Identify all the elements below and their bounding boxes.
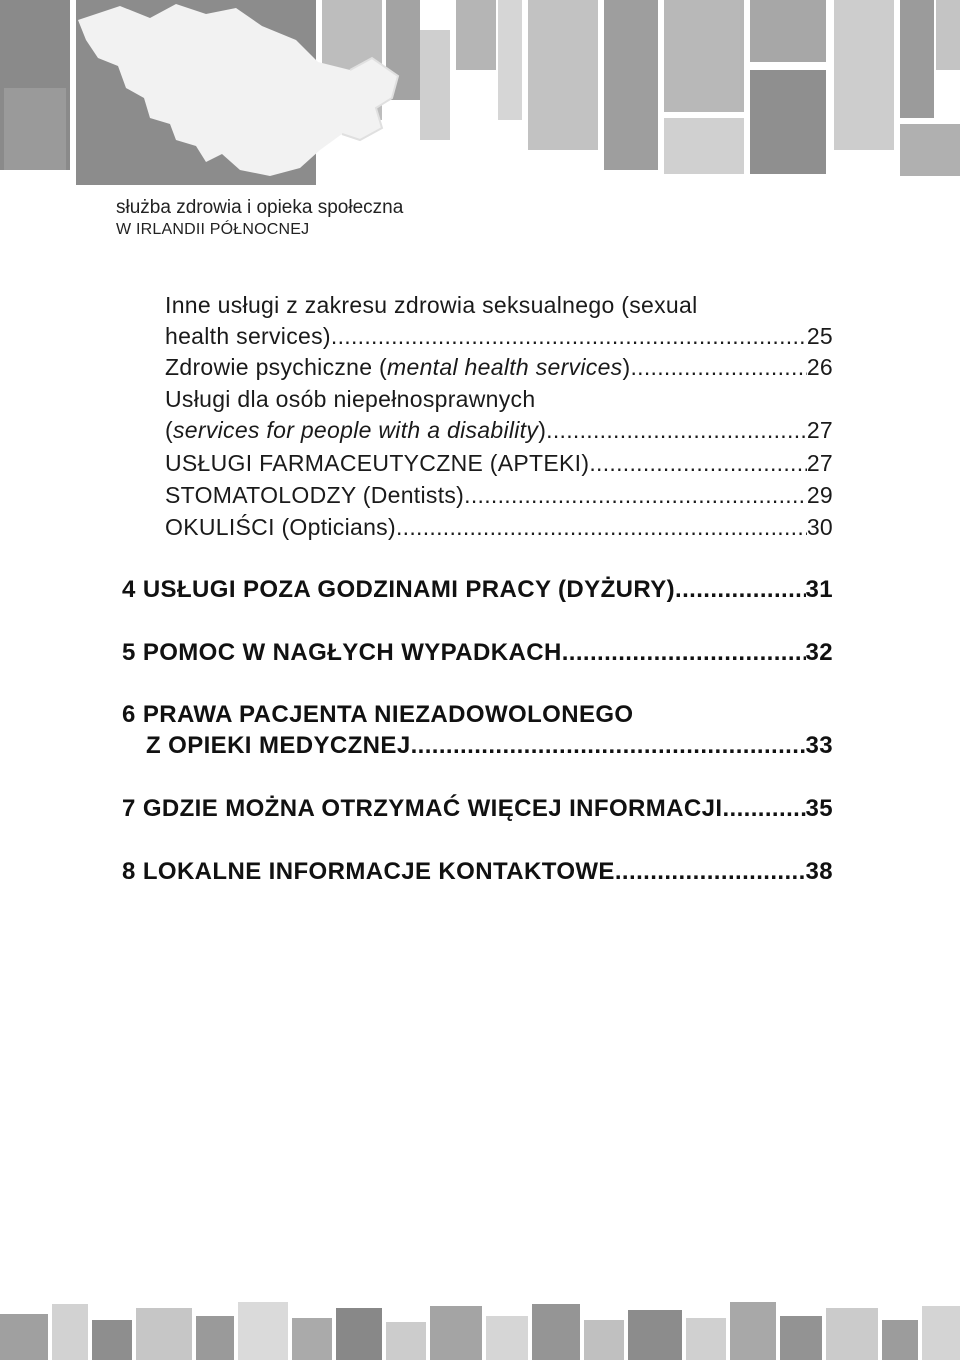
toc-page-number: 27 [806,417,833,443]
toc-entry-sexual-health-line1: Inne usługi z zakresu zdrowia seksualnego (sexual [165,292,698,318]
toc-chapter-label: Z OPIEKI MEDYCZNEJ [146,732,411,759]
running-header [116,196,403,240]
toc-page-number: 31 [805,576,833,603]
toc-chapter-label: 8 LOKALNE INFORMACJE KONTAKTOWE [122,858,615,885]
toc-leader-dots [464,479,807,511]
toc-leader-dots [589,447,806,479]
toc-leader-dots [562,637,806,669]
toc-page-number: 30 [806,514,833,540]
toc-leader-dots [411,730,806,762]
toc-leader-dots [675,574,806,606]
toc-chapter-label: 5 POMOC W NAGŁYCH WYPADKACH [122,639,562,666]
toc-label-part: ) [538,417,547,443]
toc-chapter-6-line1: 6 PRAWA PACJENTA NIEZADOWOLONEGO [122,701,634,728]
toc-chapter-7[interactable] [122,793,833,825]
toc-entry-disability[interactable] [165,414,833,446]
toc-entry-sexual-health[interactable] [165,320,833,352]
toc-entry-label [165,414,546,446]
toc-entry-label: OKULIŚCI (Opticians) [165,514,396,540]
toc-chapter-label: 4 USŁUGI POZA GODZINAMI PRACY (DYŻURY) [122,576,675,603]
toc-page-number: 38 [805,858,833,885]
toc-entry-disability-line1: Usługi dla osób niepełnosprawnych [165,386,536,412]
toc-page-number: 29 [806,482,833,508]
toc-page-number: 33 [805,732,833,759]
footer-mosaic-image [0,1298,960,1360]
toc-leader-dots [331,320,807,352]
toc-label-italic: services for people with a disability [172,417,539,443]
toc-page-number: 25 [806,323,833,349]
toc-leader-dots [630,351,806,383]
header-line-2: W IRLANDII PÓŁNOCNEJ [116,221,310,238]
toc-chapter-label: 7 GDZIE MOŻNA OTRZYMAĆ WIĘCEJ INFORMACJI [122,795,723,822]
toc-leader-dots [546,414,807,446]
toc-chapter-4[interactable] [122,574,833,606]
header-line-1: służba zdrowia i opieka społeczna [116,197,404,218]
toc-label-part: ) [622,354,631,380]
toc-entry-label: STOMATOLODZY (Dentists) [165,482,465,508]
toc-page-number: 26 [806,354,833,380]
header-mosaic-image [0,0,960,190]
toc-leader-dots [615,856,806,888]
toc-entry-pharmacies[interactable] [165,447,833,479]
toc-label-part: ( [165,417,173,443]
toc-entry-label: USŁUGI FARMACEUTYCZNE (APTEKI) [165,450,590,476]
toc-page-number: 32 [805,639,833,666]
toc-chapter-8[interactable] [122,856,833,888]
toc-label-part: Zdrowie psychiczne ( [165,354,388,380]
toc-entry-opticians[interactable] [165,511,833,543]
toc-chapter-6[interactable] [146,730,833,762]
toc-entry-dentists[interactable] [165,479,833,511]
toc-label-italic: mental health services [387,354,623,380]
toc-entry-mental-health[interactable] [165,351,833,383]
toc-chapter-5[interactable] [122,637,833,669]
toc-page-number: 35 [805,795,833,822]
toc-entry-label [165,351,630,383]
toc-page-number: 27 [806,450,833,476]
toc-leader-dots [722,793,805,825]
toc-leader-dots [396,511,807,543]
toc-entry-label: health services) [165,323,331,349]
